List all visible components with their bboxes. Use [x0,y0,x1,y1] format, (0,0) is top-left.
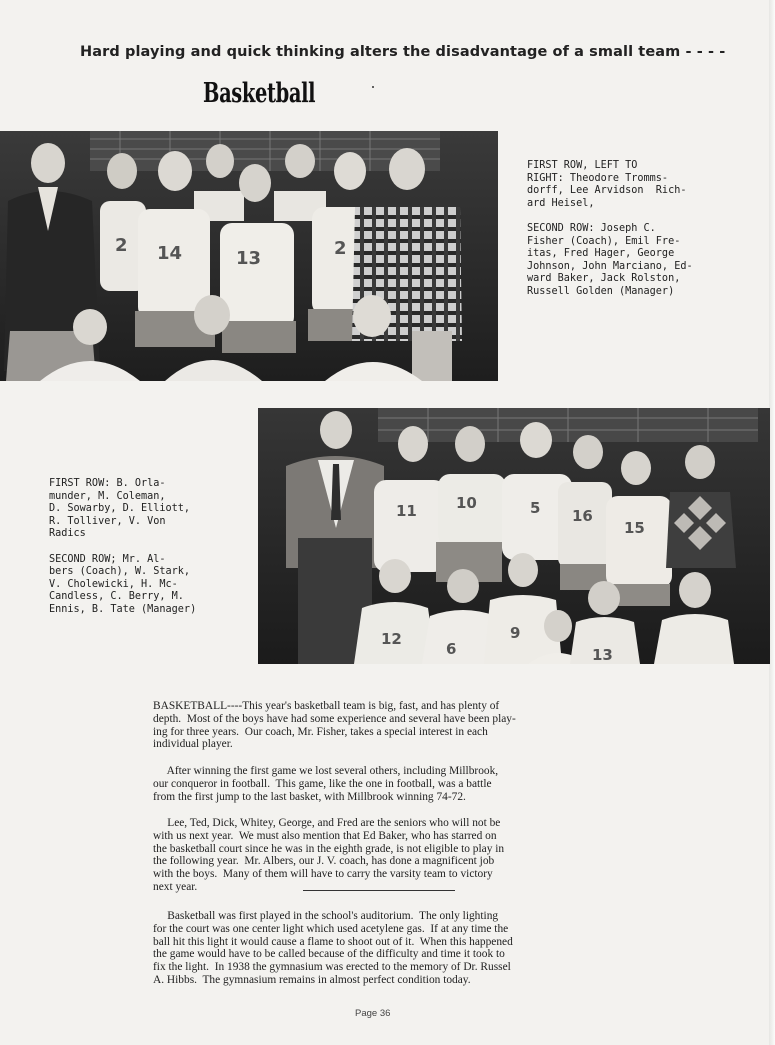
jersey-number: 2 [334,238,347,259]
article-paragraph: Basketball was first played in the school's auditorium. The only lighting for the court was one center light which used acetylene gas. If at any time the ball hit this light it would cause a flame to shoot out of it. When this happened the game would have to be called because of the difficulty and time it took to fix the light. In 1938 the gymnasium was erected to the memory of Dr. Russel A. Hibbs. The gymnasium remains in almost perfect condition today. [153,910,513,986]
page-headline: Hard playing and quick thinking alters the disadvantage of a small team - - - - [80,44,726,60]
jersey-number: 5 [530,499,541,517]
jersey-number: 9 [510,624,521,642]
jersey-number: 6 [446,640,457,658]
jersey-number: 13 [236,248,262,269]
article-paragraph: Lee, Ted, Dick, Whitey, George, and Fred are the seniors who will not be with us next year. We must also mention that Ed Baker, who has starred on the basketball court since he was in the eighth grade, is not eligible to play in the following year. Mr. Albers, our J. V. coach, has done a magnificent job with the boys. Many of them will have to carry the varsity team to victory next year. [153,817,505,893]
article-paragraph: BASKETBALL----This year's basketball team is big, fast, and has plenty of depth. Most of the boys have had some experience and several have been play- ing for three years. Our coach, Mr. Fisher, takes a special interest in each individual player. [153,700,516,751]
jersey-number: 15 [624,519,645,537]
jersey-number: 16 [572,507,593,525]
jersey-number: 10 [456,494,477,512]
jersey-number: 13 [592,646,613,664]
varsity-team-photo-graphic [0,131,498,381]
article-paragraph: After winning the first game we lost several others, including Millbrook, our conqueror in football. This game, like the one in football, was a battle from the first jump to the last basket, with Millbrook winning 74-72. [153,765,499,803]
print-speck [372,86,374,88]
jersey-number: 2 [115,235,128,256]
section-divider [303,890,455,891]
jv-caption: FIRST ROW: B. Orla- munder, M. Coleman, D. Sowarby, D. Elliott, R. Tolliver, V. Von Radics SECOND ROW; Mr. Al- bers (Coach), W. Stark, V. Cholewicki, H. Mc- Candless, C. Berry, M. Ennis, B. Tate (Manager) [49,478,197,615]
section-title: Basketball [203,78,316,109]
jersey-number: 14 [157,243,183,264]
jv-team-photo-graphic [258,408,770,664]
jv-team-photo [258,408,770,664]
jersey-number: 12 [381,630,402,648]
varsity-team-photo [0,131,498,381]
page-number: Page 36 [355,1008,391,1019]
varsity-caption: FIRST ROW, LEFT TO RIGHT: Theodore Tromms- dorff, Lee Arvidson Rich- ard Heisel, SECOND ROW: Joseph C. Fisher (Coach), Emil Fre- itas, Fred Hager, George Johnson, John Marciano, Ed- ward Baker, Jack Rolston, Russell Golden (Manager) [527,160,693,297]
jersey-number: 11 [396,502,417,520]
